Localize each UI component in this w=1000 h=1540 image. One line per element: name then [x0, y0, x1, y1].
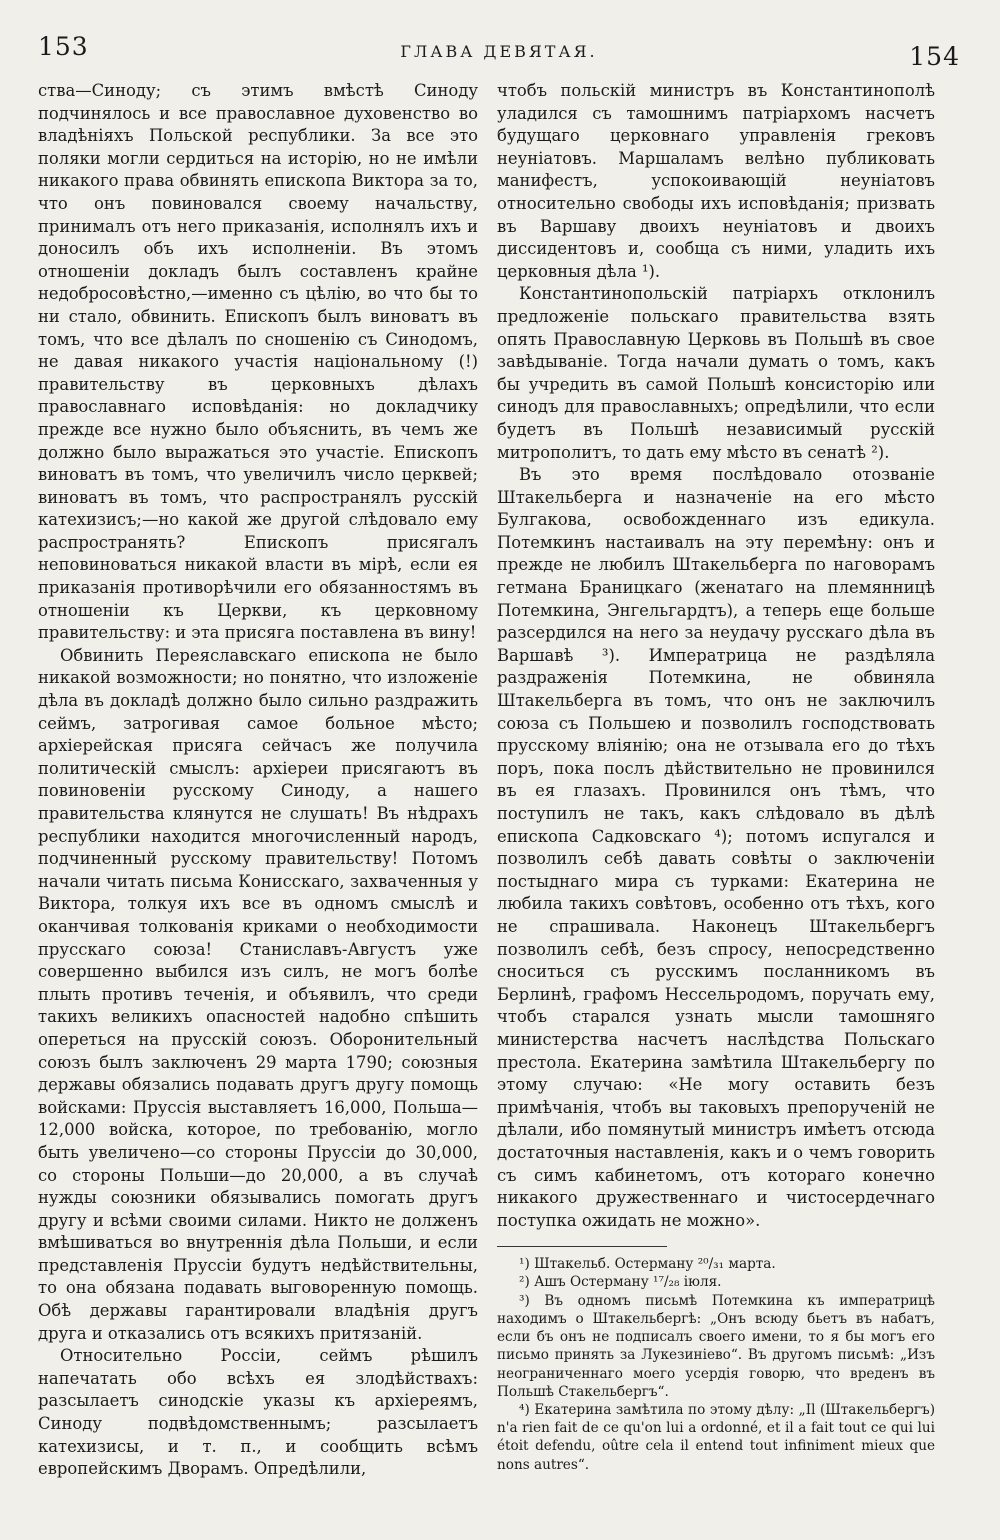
footnote: ²) Ашъ Остерману ¹⁷/₂₈ іюля. — [519, 1274, 722, 1291]
paragraph: Обвинить Переяславскаго епископа не было никакой возможности; но понятно, что изложеніе дѣла въ докладѣ должно было сильно раздражить сеймъ, затрогивая самое больное мѣсто; архіерейская присяга сейчасъ же получила политическій смыслъ: архіереи присягаютъ въ повиновеніи русскому Синоду, а нашего правительства клянутся не слушать! Въ нѣдрахъ республики находится многочисленный народъ, подчиненный русскому правительству! Потомъ начали читать письма Конисскаго, захваченныя у Виктора, толкуя ихъ все въ одномъ смыслѣ и оканчивая толкованія криками о необходимости прусскаго союза! Станиславъ-Августъ уже совершенно выбился изъ силъ, не могъ болѣе плыть противъ теченія, и объявилъ, что среди такихъ великихъ опасностей надобно спѣшить опереться на прусскій союзъ. Оборонительный союзъ былъ заключенъ 29 марта 1790; союзныя державы обязались подавать другъ другу помощь войсками: Пруссія выставляетъ 16,000, Польша—12,000 войска, которое, по требованію, могло быть увеличено—со стороны Пруссіи до 30,000, со стороны Польши—до 20,000, а въ случаѣ нужды союзники обязывались помогать другъ другу и всѣми своими силами. Никто не долженъ вмѣшиваться во внутреннія дѣла Польши, и если представленія Пруссіи будутъ недѣйствительны, то она обязана подавать выговоренную помощь. Обѣ державы гарантировали владѣнія другъ друга и отказались отъ всякихъ притязаній. — [38, 645, 478, 1343]
page-header — [38, 28, 960, 78]
footnote: ³) Въ одномъ письмѣ Потемкина къ императрицѣ находимъ о Штакельбергѣ: „Онъ всюду бьетъ въ набатъ, если бъ онъ не подписалъ своего имени, то я бы могъ его письмо принять за Лукезиніево“. Въ другомъ письмѣ: „Изъ неограниченнаго моего усердія говорю, что вреденъ въ Польшѣ Стакельбергъ“. — [497, 1292, 935, 1400]
chapter-title: ГЛАВА ДЕВЯТАЯ. — [400, 42, 598, 61]
paragraph: Въ это время послѣдовало отозваніе Штакельберга и назначеніе на его мѣсто Булгакова, освобожденнаго изъ едикула. Потемкинъ настаивалъ на эту перемѣну: онъ и прежде не любилъ Штакельберга по наговорамъ гетмана Браницкаго (женатаго на племянницѣ Потемкина, Энгельгардтъ), а теперь еще больше разсердился на него за неудачу русскаго дѣла въ Варшавѣ ³). Императрица не раздѣляла раздраженія Потемкина, не обвиняла Штакельберга въ томъ, что онъ не заключилъ союза съ Польшею и позволилъ господствовать прусскому вліянію; она не отзывала его до тѣхъ поръ, пока послъ дѣйствительно не провинился въ ея глазахъ. Провинился онъ тѣмъ, что поступилъ не такъ, какъ слѣдовало въ дѣлѣ епископа Садковскаго ⁴); потомъ испугался и позволилъ себѣ давать совѣты о заключеніи постыднаго мира съ турками: Екатерина не любила такихъ совѣтовъ, особенно отъ тѣхъ, кого не спрашивала. Наконецъ Штакельбергъ позволилъ себѣ, безъ спросу, непосредственно сноситься съ русскимъ посланникомъ въ Берлинѣ, графомъ Нессельродомъ, поручать ему, чтобъ старался узнать мысли тамошняго министерства насчетъ наслѣдства Польскаго престола. Екатерина замѣтила Штакельбергу по этому случаю: «Не могу оставить безъ примѣчанія, чтобъ вы таковыхъ препорученій не дѣлали, ибо помянутый министръ имѣетъ отсюда достаточныя наставленія, какъ и о чемъ говорить съ симъ кабинетомъ, отъ котораго конечно никакого дружественнаго и чистосердечнаго поступка ожидать не можно». — [497, 465, 935, 1230]
paragraph: чтобъ польскій министръ въ Константинополѣ уладился съ тамошнимъ патріархомъ насчетъ будущаго церковнаго управленія грековъ неуніатовъ. Маршаламъ велѣно публиковать манифестъ, успокоивающій неуніатовъ относительно свободы ихъ исповѣданія; призвать въ Варшаву двоихъ неуніатовъ и двоихъ диссидентовъ и, сообща съ ними, уладить ихъ церковныя дѣла ¹). — [497, 81, 935, 281]
right-page-number: 154 — [909, 42, 960, 71]
footnote: ¹) Штакельб. Остерману ²⁰/₃₁ марта. — [519, 1256, 776, 1273]
footnote-divider — [497, 1246, 667, 1247]
right-column — [497, 80, 935, 1474]
paragraph: ства—Синоду; съ этимъ вмѣстѣ Синоду подчинялось и все православное духовенство во владѣніяхъ Польской республики. За все это поляки могли сердиться на исторію, но не имѣли никакого права обвинять епископа Виктора за то, что онъ повиновался своему начальству, принималъ отъ него приказанія, исполнялъ ихъ и доносилъ объ ихъ исполненіи. Въ этомъ отношеніи докладъ былъ составленъ крайне недобросовѣстно,—именно съ цѣлію, во что бы то ни стало, обвинить. Епископъ былъ виноватъ въ томъ, что все дѣлалъ по сношенію съ Синодомъ, не давая никакого участія національному (!) правительству въ церковныхъ дѣлахъ православнаго исповѣданія: но докладчику прежде все нужно было объяснить, въ чемъ же должно было выражаться это участіе. Епископъ виноватъ въ томъ, что увеличилъ число церквей; виноватъ въ томъ, что распространялъ русскій катехизисъ;—но какой же другой слѣдовало ему распространять? Епископъ присягалъ неповиноваться никакой власти въ мірѣ, если ея приказанія противорѣчили его обязанностямъ въ отношеніи къ Церкви, къ церковному правительству: и эта присяга поставлена въ вину! — [38, 81, 478, 643]
footnotes — [497, 1255, 935, 1473]
left-page-number: 153 — [38, 32, 89, 61]
paragraph: Относительно Россіи, сеймъ рѣшилъ напечатать обо всѣхъ ея злодѣйствахъ: разсылаетъ синодскіе указы къ архіереямъ, Синоду подвѣдомственнымъ; разсылаетъ катехизисы, и т. п., и сообщить всѣмъ европейскимъ Дворамъ. Опредѣлили, — [38, 1346, 478, 1479]
paragraph: Константинопольскій патріархъ отклонилъ предложеніе польскаго правительства взять опять Православную Церковь въ Польшѣ въ свое завѣдываніе. Тогда начали думать о томъ, какъ бы учредить въ самой Польшѣ консисторію или синодъ для православныхъ; опредѣлили, что если будетъ въ Польшѣ независимый русскій митрополитъ, то дать ему мѣсто въ сенатѣ ²). — [497, 284, 935, 462]
footnote: ⁴) Екатерина замѣтила по этому дѣлу: „Il (Штакельбергъ) n'a rien fait de ce qu'on lui a ordonné, et il a fait tout ce qui lui étoit defendu, oûtre cela il entend tout infiniment mieux que nons autres“. — [497, 1401, 935, 1473]
left-column — [38, 80, 478, 1481]
